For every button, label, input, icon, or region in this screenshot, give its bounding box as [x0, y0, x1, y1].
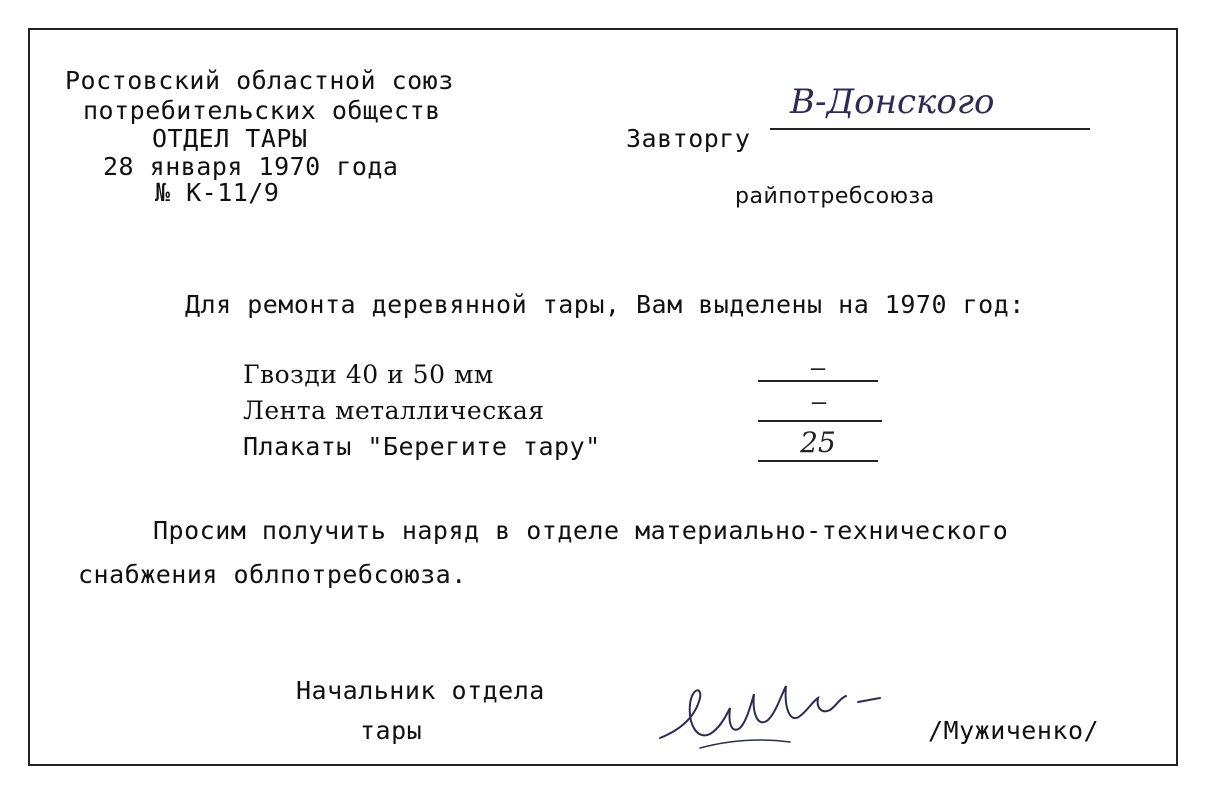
item-name: Гвозди 40 и 50 мм [243, 360, 494, 389]
org-line-2: потребительских обществ [83, 96, 441, 125]
request-line-2: снабжения облпотребсоюза. [78, 560, 467, 589]
addressee-name: В-Донского [790, 82, 995, 122]
addressee-line [770, 128, 1090, 130]
intro-text: Для ремонта деревянной тары, Вам выделены на 1970 год: [185, 290, 1025, 319]
item-value: — [811, 388, 827, 416]
item-underline [758, 460, 878, 462]
letter-date: 28 января 1970 года [103, 152, 399, 181]
item-name: Плакаты "Берегите тару" [243, 432, 601, 461]
department: ОТДЕЛ ТАРЫ [152, 124, 308, 153]
signer-name: /Мужиченко/ [928, 716, 1100, 745]
item-underline [758, 420, 882, 422]
letter-number: № К-11/9 [155, 178, 280, 207]
item-value: — [810, 354, 826, 382]
item-value: 25 [800, 426, 836, 459]
signer-title-1: Начальник отдела [296, 676, 545, 705]
request-line-1: Просим получить наряд в отделе материально-технического [153, 516, 1009, 545]
item-underline [758, 380, 878, 382]
addressee-label: Завторгу [626, 124, 751, 153]
signer-title-2: тары [360, 716, 423, 745]
addressee-org: райпотребсоюза [735, 184, 935, 209]
item-name: Лента металлическая [243, 396, 545, 425]
org-line-1: Ростовский областной союз [65, 66, 454, 95]
handwritten-signature [640, 668, 920, 768]
